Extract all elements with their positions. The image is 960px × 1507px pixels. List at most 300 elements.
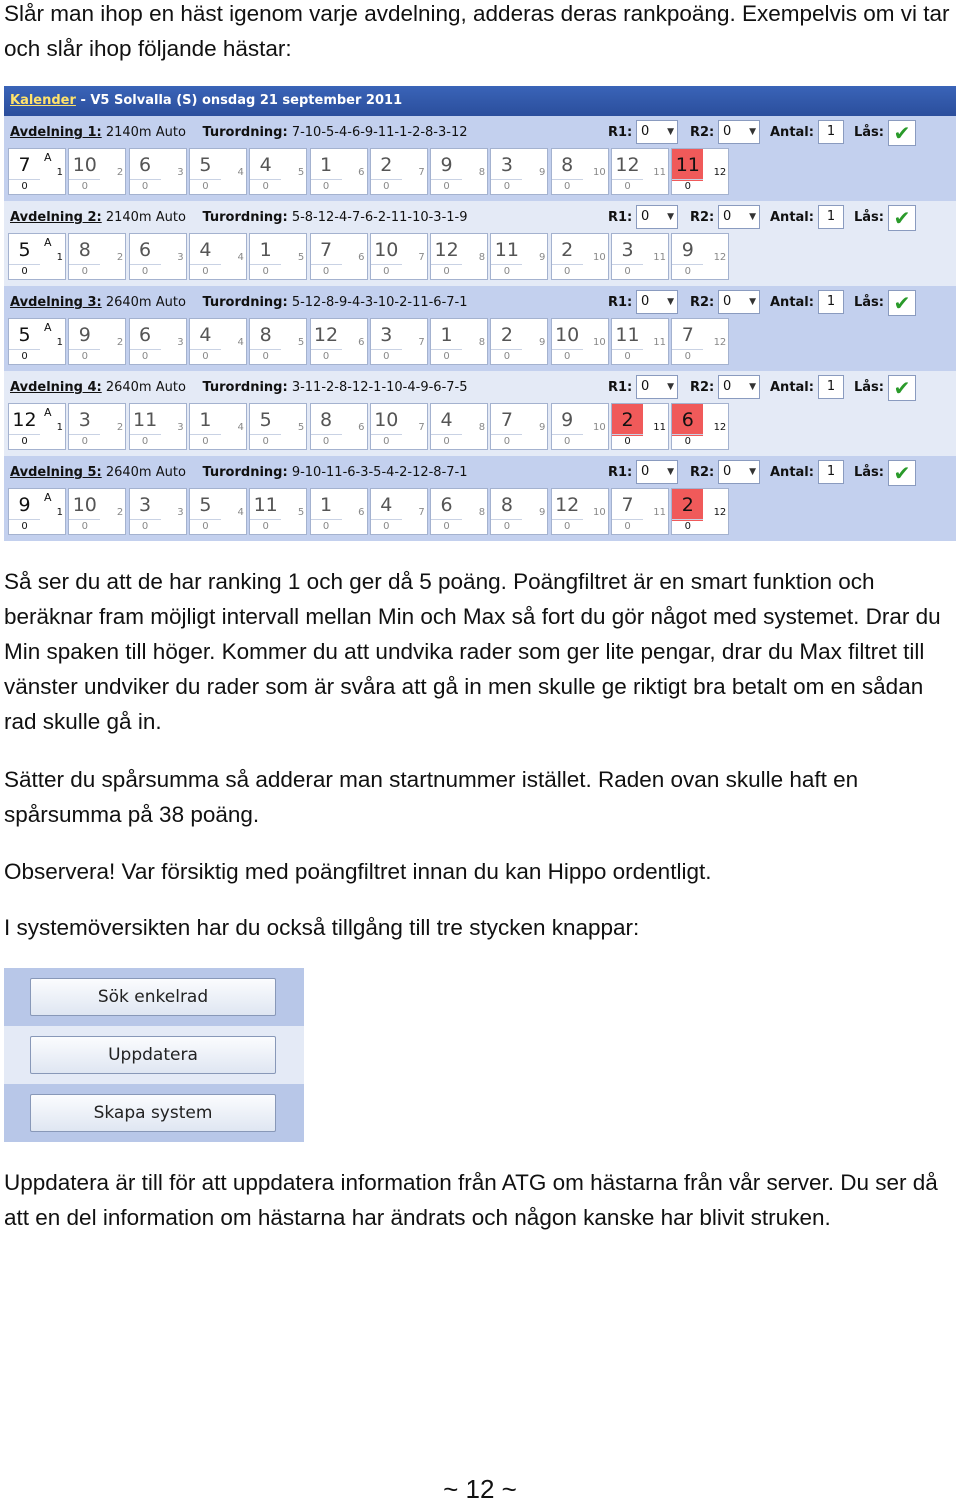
horse-cell[interactable] (611, 318, 669, 365)
race-header (10, 462, 468, 484)
horse-cell[interactable] (551, 233, 609, 280)
horse-cell[interactable] (8, 233, 66, 280)
warning-paragraph: Observera! Var försiktig med poängfiltret innan du kan Hippo ordentligt. (4, 859, 712, 884)
horse-mark: A (44, 491, 52, 504)
horse-points: 0 (371, 179, 402, 194)
horse-points: 0 (311, 349, 342, 364)
horse-number: 6 (139, 239, 152, 261)
race-overview-screenshot (4, 86, 956, 541)
horse-cell[interactable] (430, 403, 488, 450)
horse-rank: 1 (56, 252, 63, 263)
horse-cell[interactable] (490, 488, 548, 535)
button-panel (4, 968, 304, 1142)
r1-select[interactable]: 0 ▼ (636, 120, 678, 144)
horse-cell[interactable] (189, 148, 247, 195)
race-order: 7-10-5-4-6-9-11-1-2-8-3-12 (291, 125, 468, 140)
horse-cell[interactable] (430, 233, 488, 280)
horse-mark: A (44, 406, 52, 419)
horse-cell[interactable] (189, 318, 247, 365)
horse-number: 1 (259, 239, 272, 261)
horse-number: 6 (672, 404, 703, 436)
horse-rank: 9 (539, 422, 546, 433)
horse-number: 9 (440, 154, 453, 176)
horse-points: 0 (552, 264, 583, 279)
r2-label: R2: (690, 380, 715, 395)
horse-rank: 4 (237, 507, 244, 518)
horse-cell[interactable] (8, 148, 66, 195)
r1-select[interactable]: 0 ▼ (636, 205, 678, 229)
race-order: 9-10-11-6-3-5-4-2-12-8-7-1 (291, 465, 468, 480)
horse-cell[interactable] (129, 488, 187, 535)
horse-points: 0 (69, 519, 100, 534)
horse-points: 0 (612, 179, 643, 194)
horse-number: 3 (380, 324, 393, 346)
horse-cell[interactable] (370, 403, 428, 450)
button-strip (4, 968, 304, 1026)
horse-cell[interactable] (310, 148, 368, 195)
horse-points: 0 (69, 179, 100, 194)
horse-points: 0 (552, 519, 583, 534)
horse-mark: A (44, 151, 52, 164)
antal-label: Antal: (770, 125, 814, 140)
horse-points: 0 (190, 264, 221, 279)
turordning-label: Turordning: (202, 210, 288, 225)
las-label: Lås: (854, 380, 884, 395)
horse-rank: 11 (653, 167, 666, 178)
horse-cell[interactable] (310, 403, 368, 450)
horse-number: 11 (253, 494, 278, 516)
horse-number: 2 (672, 489, 703, 521)
horse-rank: 7 (418, 167, 425, 178)
antal-field[interactable]: 1 (818, 460, 844, 484)
r2-select[interactable]: 0 ▼ (718, 460, 760, 484)
horse-rank: 1 (56, 422, 63, 433)
horse-points: 0 (552, 434, 583, 449)
horse-points: 0 (311, 434, 342, 449)
horse-rank: 9 (539, 252, 546, 263)
horse-number: 12 (555, 494, 580, 516)
horse-number: 11 (672, 149, 703, 181)
horse-points: 0 (69, 349, 100, 364)
r1-label: R1: (608, 465, 633, 480)
horse-rank: 10 (592, 337, 606, 348)
horse-cell[interactable] (129, 403, 187, 450)
horse-cell[interactable] (551, 488, 609, 535)
horse-rank: 6 (358, 422, 365, 433)
horse-cell[interactable] (189, 488, 247, 535)
horse-points: 0 (190, 349, 221, 364)
horse-rank: 6 (358, 252, 365, 263)
horse-rank: 8 (478, 337, 486, 348)
race-row (4, 456, 956, 541)
horse-points: 0 (69, 434, 100, 449)
horse-cell[interactable] (68, 318, 126, 365)
title-bar (4, 86, 956, 116)
horse-rank: 7 (418, 337, 425, 348)
horse-rank: 11 (653, 252, 666, 263)
horse-number: 4 (199, 239, 212, 261)
horse-points: 0 (672, 519, 703, 534)
horse-number: 3 (500, 154, 513, 176)
race-label: Avdelning 2: (10, 210, 102, 225)
horse-number: 11 (615, 324, 640, 346)
las-label: Lås: (854, 465, 884, 480)
horse-points: 0 (9, 519, 40, 534)
race-info: 2640m Auto (105, 295, 186, 310)
horse-cell[interactable] (430, 148, 488, 195)
horse-cell[interactable] (8, 318, 66, 365)
horse-cell[interactable] (68, 488, 126, 535)
las-label: Lås: (854, 295, 884, 310)
horse-rank: 4 (237, 252, 244, 263)
horse-points: 0 (9, 264, 40, 279)
horse-cell[interactable] (249, 233, 307, 280)
horse-rank: 10 (592, 252, 606, 263)
horse-cell[interactable] (68, 233, 126, 280)
horse-cell[interactable] (249, 148, 307, 195)
horse-cell[interactable] (671, 148, 729, 195)
horse-number: 7 (681, 324, 694, 346)
horse-points: 0 (311, 264, 342, 279)
horse-points: 0 (431, 519, 462, 534)
horse-number: 2 (500, 324, 513, 346)
horse-rank: 2 (116, 337, 124, 348)
antal-label: Antal: (770, 465, 814, 480)
horse-number: 4 (199, 324, 212, 346)
horse-number: 2 (561, 239, 574, 261)
r1-label: R1: (608, 210, 633, 225)
horse-cell[interactable] (671, 233, 729, 280)
horse-points: 0 (672, 264, 703, 279)
horse-number: 9 (681, 239, 694, 261)
horse-points: 0 (431, 434, 462, 449)
horse-rank: 6 (358, 337, 365, 348)
horse-points: 0 (9, 349, 40, 364)
horse-number: 8 (561, 154, 574, 176)
horse-points: 0 (190, 434, 221, 449)
horse-points: 0 (69, 264, 100, 279)
race-title: - V5 Solvalla (S) onsdag 21 september 2011 (75, 93, 403, 108)
horse-rank: 9 (539, 167, 546, 178)
race-header (10, 377, 468, 399)
race-row (4, 286, 956, 371)
horse-number: 2 (380, 154, 393, 176)
horse-cell[interactable] (551, 148, 609, 195)
horse-points: 0 (612, 349, 643, 364)
horse-points: 0 (130, 179, 161, 194)
horse-points: 0 (250, 434, 281, 449)
horse-points: 0 (431, 179, 462, 194)
horse-cell[interactable] (551, 403, 609, 450)
antal-field[interactable]: 1 (818, 205, 844, 229)
horse-cell[interactable] (671, 488, 729, 535)
race-row (4, 116, 956, 201)
horse-cell[interactable] (129, 318, 187, 365)
horse-number: 10 (374, 239, 399, 261)
horse-number: 3 (139, 494, 152, 516)
intro-paragraph: Slår man ihop en häst igenom varje avdelning, adderas deras rankpoäng. Exempelvis om vi tar och slår ihop följande hästar: (4, 1, 950, 61)
horse-number: 5 (18, 239, 31, 261)
track-sum-paragraph: Sätter du spårsumma så adderar man startnummer istället. Raden ovan skulle haft en spårsumma på 38 poäng. (4, 767, 859, 827)
horse-number: 9 (18, 494, 31, 516)
horse-cell[interactable] (68, 403, 126, 450)
horse-points: 0 (612, 519, 643, 534)
horse-points: 0 (672, 434, 703, 449)
r1-select[interactable]: 0 ▼ (636, 460, 678, 484)
horse-cell[interactable] (490, 403, 548, 450)
button-strip (4, 1084, 304, 1142)
horse-cell[interactable] (68, 148, 126, 195)
horse-cell[interactable] (8, 488, 66, 535)
horse-points: 0 (491, 434, 522, 449)
horse-points: 0 (552, 179, 583, 194)
horse-rank: 7 (418, 252, 425, 263)
lock-check-icon[interactable]: ✔ (888, 290, 916, 316)
r2-select[interactable]: 0 ▼ (718, 120, 760, 144)
antal-field[interactable]: 1 (818, 120, 844, 144)
race-label: Avdelning 4: (10, 380, 102, 395)
antal-label: Antal: (770, 380, 814, 395)
race-info: 2140m Auto (105, 210, 186, 225)
horse-rank: 11 (653, 337, 666, 348)
horse-number: 8 (78, 239, 91, 261)
horse-rank: 1 (56, 507, 63, 518)
horse-points: 0 (491, 264, 522, 279)
horse-number: 12 (434, 239, 459, 261)
horse-cell[interactable] (310, 488, 368, 535)
turordning-label: Turordning: (202, 125, 288, 140)
horse-cell[interactable] (430, 318, 488, 365)
lock-check-icon[interactable]: ✔ (888, 375, 916, 401)
lock-check-icon[interactable]: ✔ (888, 205, 916, 231)
horse-cell[interactable] (551, 318, 609, 365)
horse-rank: 8 (478, 507, 486, 518)
calendar-link[interactable]: Kalender (10, 93, 76, 108)
horse-rank: 3 (177, 422, 184, 433)
horse-points: 0 (190, 179, 221, 194)
horse-number: 2 (612, 404, 643, 436)
horse-rank: 4 (237, 337, 244, 348)
horse-number: 8 (319, 409, 333, 431)
horse-number: 1 (319, 494, 333, 516)
horse-points: 0 (130, 349, 161, 364)
horse-rank: 5 (297, 337, 305, 348)
r1-label: R1: (608, 380, 633, 395)
horse-points: 0 (552, 349, 583, 364)
horse-cell[interactable] (370, 488, 428, 535)
horse-rank: 6 (358, 507, 365, 518)
horse-number: 1 (199, 409, 212, 431)
horse-rank: 10 (592, 167, 606, 178)
horse-number: 6 (139, 324, 152, 346)
horse-cell[interactable] (310, 318, 368, 365)
horse-cell[interactable] (370, 233, 428, 280)
horse-mark: A (44, 236, 52, 249)
horse-rank: 4 (237, 167, 244, 178)
horse-number: 10 (72, 154, 97, 176)
horse-cell[interactable] (611, 488, 669, 535)
horse-number: 5 (259, 409, 272, 431)
antal-label: Antal: (770, 295, 814, 310)
turordning-label: Turordning: (202, 295, 288, 310)
race-info: 2640m Auto (105, 465, 186, 480)
horse-number: 4 (440, 409, 453, 431)
turordning-label: Turordning: (202, 465, 288, 480)
horse-number: 3 (621, 239, 634, 261)
horse-cell[interactable] (8, 403, 66, 450)
race-list (4, 116, 956, 541)
search-single-row-button[interactable]: Sök enkelrad (30, 978, 276, 1016)
horse-rank: 5 (297, 167, 305, 178)
horse-cell[interactable] (490, 318, 548, 365)
horse-rank: 11 (653, 422, 666, 433)
horse-number: 4 (259, 154, 272, 176)
horse-points: 0 (250, 264, 281, 279)
r2-select[interactable]: 0 ▼ (718, 375, 760, 399)
r2-label: R2: (690, 210, 715, 225)
horse-points: 0 (190, 519, 221, 534)
horse-points: 0 (9, 434, 40, 449)
horse-rank: 1 (56, 167, 63, 178)
horse-cell[interactable] (310, 233, 368, 280)
turordning-label: Turordning: (202, 380, 288, 395)
horse-rank: 9 (539, 507, 546, 518)
race-label: Avdelning 3: (10, 295, 102, 310)
r2-label: R2: (690, 295, 715, 310)
horse-rank: 4 (237, 422, 244, 433)
horse-points: 0 (371, 349, 402, 364)
horse-number: 11 (133, 409, 158, 431)
las-label: Lås: (854, 125, 884, 140)
horse-cell[interactable] (249, 488, 307, 535)
horse-rank: 5 (297, 507, 305, 518)
horse-number: 8 (259, 324, 272, 346)
update-button[interactable]: Uppdatera (30, 1036, 276, 1074)
horse-points: 0 (672, 349, 703, 364)
horse-points: 0 (250, 519, 281, 534)
r1-select[interactable]: 0 ▼ (636, 290, 678, 314)
race-row (4, 201, 956, 286)
horse-cell[interactable] (249, 318, 307, 365)
horse-mark: A (44, 321, 52, 334)
horse-cell[interactable] (611, 403, 669, 450)
horse-cell[interactable] (189, 233, 247, 280)
horse-rank: 2 (116, 167, 124, 178)
horse-cell[interactable] (129, 233, 187, 280)
horse-cell[interactable] (671, 318, 729, 365)
horse-number: 1 (440, 324, 453, 346)
horse-rank: 2 (116, 422, 124, 433)
antal-field[interactable]: 1 (818, 375, 844, 399)
horse-points: 0 (612, 264, 643, 279)
race-label: Avdelning 1: (10, 125, 102, 140)
horse-points: 0 (250, 349, 281, 364)
r2-select[interactable]: 0 ▼ (718, 205, 760, 229)
horse-rank: 10 (592, 422, 606, 433)
buttons-intro-paragraph: I systemöversikten har du också tillgång till tre stycken knappar: (4, 915, 640, 940)
horse-rank: 11 (653, 507, 666, 518)
horse-points: 0 (371, 519, 402, 534)
horse-cell[interactable] (370, 318, 428, 365)
horse-number: 12 (313, 324, 339, 346)
horse-cell[interactable] (490, 233, 548, 280)
horse-cell[interactable] (611, 148, 669, 195)
horse-points: 0 (431, 264, 462, 279)
horse-rank: 3 (177, 167, 184, 178)
horse-points: 0 (612, 434, 643, 449)
horse-rank: 3 (177, 507, 184, 518)
r2-select[interactable]: 0 ▼ (718, 290, 760, 314)
horse-cell[interactable] (611, 233, 669, 280)
horse-number: 12 (615, 154, 640, 176)
horse-points: 0 (311, 519, 342, 534)
race-header (10, 292, 468, 314)
horse-points: 0 (431, 349, 462, 364)
horse-points: 0 (371, 434, 402, 449)
horse-number: 8 (500, 494, 513, 516)
race-label: Avdelning 5: (10, 465, 102, 480)
horse-cell[interactable] (430, 488, 488, 535)
horse-rank: 12 (713, 167, 727, 178)
horse-number: 10 (374, 409, 399, 431)
horse-rank: 8 (478, 252, 486, 263)
create-system-button[interactable]: Skapa system (30, 1094, 276, 1132)
lock-check-icon[interactable]: ✔ (888, 120, 916, 146)
lock-check-icon[interactable]: ✔ (888, 460, 916, 486)
horse-rank: 2 (116, 252, 124, 263)
horse-number: 6 (139, 154, 152, 176)
horse-points: 0 (130, 519, 161, 534)
horse-number: 7 (18, 154, 31, 176)
horse-number: 3 (78, 409, 91, 431)
horse-points: 0 (130, 434, 161, 449)
horse-points: 0 (672, 179, 703, 194)
antal-field[interactable]: 1 (818, 290, 844, 314)
horse-number: 5 (18, 324, 31, 346)
race-order: 3-11-2-8-12-1-10-4-9-6-7-5 (291, 380, 468, 395)
horse-cell[interactable] (490, 148, 548, 195)
race-info: 2640m Auto (105, 380, 186, 395)
horse-cell[interactable] (671, 403, 729, 450)
horse-cell[interactable] (189, 403, 247, 450)
horse-points: 0 (9, 179, 40, 194)
r2-label: R2: (690, 465, 715, 480)
horse-cell[interactable] (129, 148, 187, 195)
horse-rank: 12 (713, 252, 727, 263)
horse-number: 11 (494, 239, 519, 261)
update-paragraph: Uppdatera är till för att uppdatera information från ATG om hästarna från vår server. Du ser då att en del information om hästarna har ändrats och någon kanske har blivit struken. (4, 1170, 938, 1230)
horse-cell[interactable] (249, 403, 307, 450)
horse-rank: 5 (297, 252, 305, 263)
horse-rank: 3 (177, 337, 184, 348)
horse-cell[interactable] (370, 148, 428, 195)
r2-label: R2: (690, 125, 715, 140)
horse-number: 12 (12, 409, 37, 431)
points-filter-paragraph: Så ser du att de har ranking 1 och ger då 5 poäng. Poängfiltret är en smart funktion och beräknar fram möjligt intervall mellan Min och Max så fort du gör något med systemet. Drar du Min spaken till höger. Kommer du att undvika rader som ger lite pengar, drar du Max filtret till vänster undviker du rader som är svåra att gå in men skulle ge riktigt bra betalt om en sådan rad skulle gå in. (4, 569, 941, 734)
horse-points: 0 (250, 179, 281, 194)
horse-number: 7 (621, 494, 634, 516)
button-strip (4, 1026, 304, 1084)
horse-number: 7 (500, 409, 513, 431)
race-order: 5-12-8-9-4-3-10-2-11-6-7-1 (291, 295, 468, 310)
horse-number: 9 (78, 324, 91, 346)
horse-points: 0 (311, 179, 342, 194)
horse-points: 0 (491, 519, 522, 534)
horse-rank: 12 (713, 337, 727, 348)
r1-label: R1: (608, 295, 633, 310)
r1-select[interactable]: 0 ▼ (636, 375, 678, 399)
race-order: 5-8-12-4-7-6-2-11-10-3-1-9 (291, 210, 468, 225)
